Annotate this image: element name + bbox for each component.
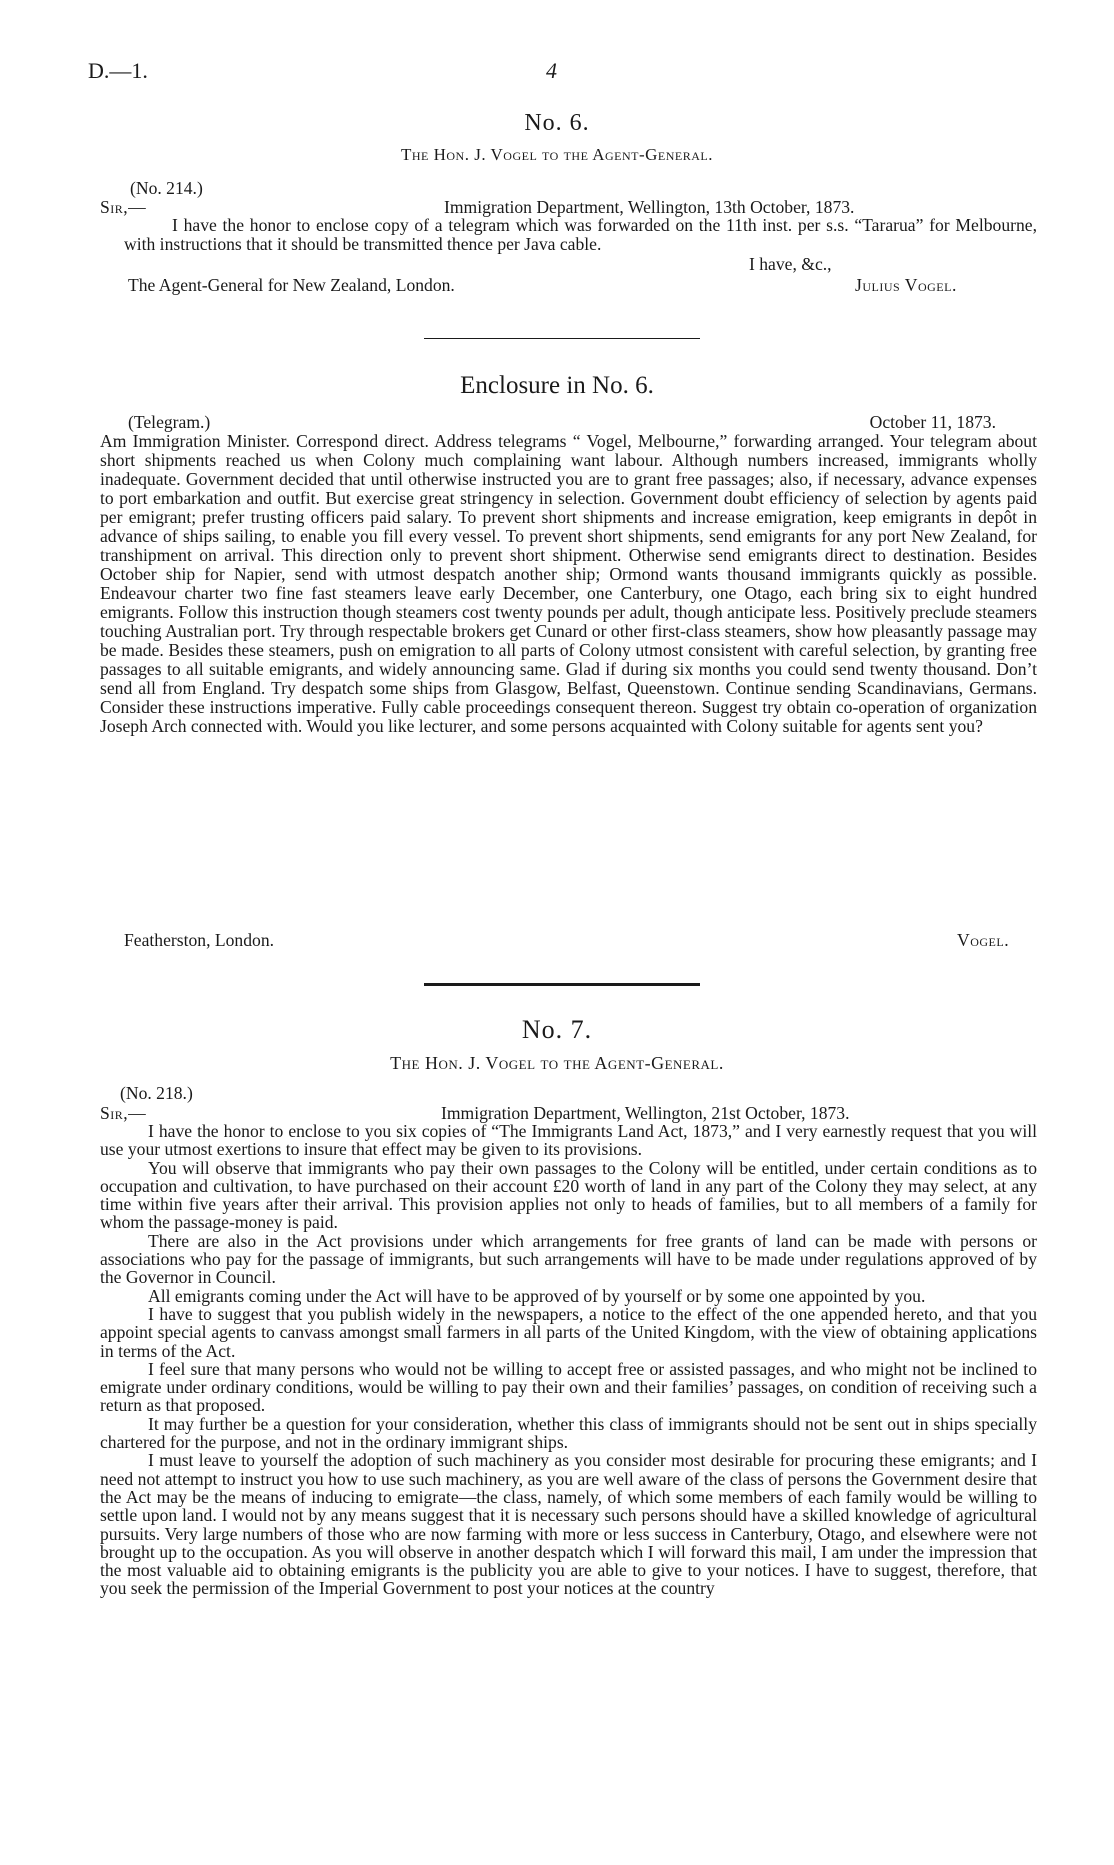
document-reference: D.—1. <box>88 58 148 83</box>
telegram-date: October 11, 1873. <box>869 412 996 432</box>
body-paragraph: It may further be a question for your consideration, whether this class of immigrants should not be sent out in ships specially chartered for the purpose, and not in the ordinary immigrant ships. <box>100 1413 1037 1453</box>
body-paragraph: All emigrants coming under the Act will have to be approved of by yourself or by some one appointed by you. <box>148 1285 926 1306</box>
body-paragraph: I have to suggest that you publish widely in the newspapers, a notice to the effect of the one appended hereto, and that you appoint special agents to canvass amongst small farmers in all parts of the United Kingdom, with the view of obtaining applications in terms of the Act. <box>100 1303 1037 1361</box>
letter-body <box>100 1122 1037 1598</box>
section-divider <box>424 983 700 986</box>
body-paragraph: Am Immigration Minister. Correspond direct. Address telegrams “ Vogel, Melbourne,” forwarding arranged. Your telegram about short shipments reached us when Colony much complaining want labour. Although numbers increased, immigrants wholly inadequate. Government decided that until otherwise instructed you are to grant free passages; also, if necessary, advance expenses to port embarkation and outfit. But exercise great stringency in selection. Government doubt efficiency of selection by agents paid per emigrant; prefer trusting officers paid salary. To prevent short shipments and increase emigration, keep emigrants in depôt in advance of ships sailing, to enable you fill every vessel. To prevent short shipments, send emigrants for any port New Zealand, for transhipment on arrival. This direction only to prevent short shipment. Otherwise send emigrants direct to destination. Besides October ship for Napier, send with utmost despatch another ship; Ormond wants thousand immigrants quickly as possible. Endeavour charter two fine fast steamers leave early December, one Canterbury, one Otago, each bring six to eight hundred emigrants. Follow this instruction though steamers cost twenty pounds per adult, though anticipate less. Positively preclude steamers touching Australian port. Try through respectable brokers get Cunard or other first-class steamers, show how pleasantly passage may be made. Besides these steamers, push on emigration to all parts of Colony utmost consistent with careful selection, by granting free passages to all suitable emigrants, and widely announcing same. Glad if during six months you could send twenty thousand. Don’t send all from England. Try despatch some ships from Glasgow, Belfast, Queenstown. Continue sending Scandinavians, Germans. Consider these instructions imperative. Fully cable proceedings consequent thereon. Suggest try obtain co-operation of organization Joseph Arch connected with. Would you like lecturer, and some persons acquainted with Colony suitable for agents sent you? <box>100 431 1037 736</box>
dateline: Immigration Department, Wellington, 13th October, 1873. <box>444 197 855 217</box>
letter-reference-number: (No. 218.) <box>120 1083 193 1103</box>
letter-subheading: The Hon. J. Vogel to the Agent-General. <box>390 1053 724 1073</box>
salutation: Sir,— <box>100 1103 147 1123</box>
enclosure-heading: Enclosure in No. 6. <box>460 372 654 399</box>
signature: Vogel. <box>957 930 1010 950</box>
letter-reference-number: (No. 214.) <box>130 178 203 198</box>
body-paragraph: I have the honor to enclose to you six copies of “The Immigrants Land Act, 1873,” and I very earnestly request that you will use your utmost exertions to insure that effect may be given to its provisions. <box>100 1121 1037 1160</box>
telegram-label: (Telegram.) <box>128 412 211 432</box>
telegram-body <box>100 432 1037 736</box>
section-divider <box>424 338 700 339</box>
letter-heading: No. 6. <box>524 110 590 136</box>
addressee: Featherston, London. <box>124 930 275 950</box>
dateline: Immigration Department, Wellington, 21st October, 1873. <box>441 1103 850 1123</box>
closing: I have, &c., <box>749 254 832 274</box>
letter-subheading: The Hon. J. Vogel to the Agent-General. <box>400 145 714 164</box>
body-paragraph: You will observe that immigrants who pay their own passages to the Colony will be entitled, under certain conditions as to occupation and cultivation, to have purchased on their account £20 worth of land in any part of the Colony they may select, at any time within five years after their arrival. This provision applies not only to heads of families, but to all members of a family for whom the passage-money is paid. <box>100 1157 1037 1233</box>
page-number: 4 <box>546 58 557 83</box>
body-paragraph: I have the honor to enclose copy of a telegram which was forwarded on the 11th inst. per s.s. “Tararua” for Melbourne, with instructions that it should be transmitted thence per Java cable. <box>124 215 1037 254</box>
addressee: The Agent-General for New Zealand, London. <box>128 275 455 295</box>
body-paragraph: I feel sure that many persons who would not be willing to accept free or assisted passages, and who might not be inclined to emigrate under ordinary conditions, would be willing to pay their own and their families’ passages, on condition of receiving such a return as that proposed. <box>100 1358 1037 1416</box>
body-paragraph: I must leave to yourself the adoption of such machinery as you consider most desirable for procuring these emigrants; and I need not attempt to instruct you how to use such machinery, as you are well aware of the class of persons the Government desire that the Act may be the means of inducing to emigrate—the class, namely, of which some members of each family would be willing to settle upon land. I would not by any means suggest that it is necessary such persons should have a skilled knowledge of agricultural pursuits. Very large numbers of those who are now farming with more or less success in Canterbury, Otago, and elsewhere were not brought up to the occupation. As you will observe in another despatch which I will forward this mail, I am under the impression that the most valuable aid to obtaining emigrants is the publicity you are able to give to your notices. I have to suggest, therefore, that you seek the permission of the Imperial Government to post your notices at the country <box>100 1450 1037 1599</box>
body-paragraph: There are also in the Act provisions under which arrangements for free grants of land can be made with persons or associations who pay for the passage of immigrants, but such arrangements will have to be made under regulations approved of by the Governor in Council. <box>100 1230 1037 1288</box>
salutation: Sir,— <box>100 197 147 217</box>
letter-heading: No. 7. <box>521 1015 593 1044</box>
letter-body <box>124 216 1037 254</box>
signature: Julius Vogel. <box>855 275 957 295</box>
